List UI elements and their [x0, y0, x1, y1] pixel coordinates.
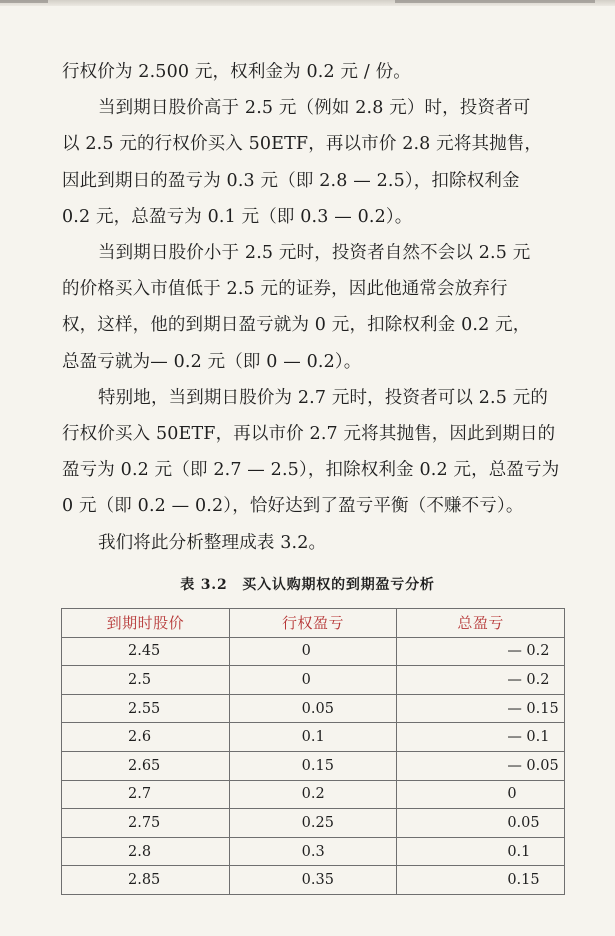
table-cell: 2.55: [62, 694, 230, 723]
paragraph-line: 行权价买入 50ETF，再以市价 2.7 元将其抛售，因此到期日的: [62, 424, 556, 445]
paragraph-1: [62, 54, 564, 90]
table-cell: 0: [229, 666, 397, 695]
table-cell: 0.3: [229, 837, 397, 866]
table-cell: — 0.2: [397, 666, 565, 695]
paragraph-line: 因此到期日的盈亏为 0.3 元（即 2.8 — 2.5），扣除权利金: [62, 170, 520, 191]
paragraph-line: 的价格买入市值低于 2.5 元的证券，因此他通常会放弃行: [62, 279, 508, 300]
table-cell: 0.15: [397, 866, 565, 895]
paragraph-line: 总盈亏就为— 0.2 元（即 0 — 0.2）。: [62, 351, 362, 372]
table-cell: 0.05: [229, 694, 397, 723]
table-cell: 0: [397, 780, 565, 809]
table-cell: 0.15: [229, 751, 397, 780]
table-row: [62, 666, 565, 695]
table-cell: 2.75: [62, 809, 230, 838]
table-cell: 0.1: [229, 723, 397, 752]
table-caption: 表 3.2 买入认购期权的到期盈亏分析: [180, 577, 435, 593]
paragraph-line: 0 元（即 0.2 — 0.2），恰好达到了盈亏平衡（不赚不亏）。: [62, 496, 524, 517]
column-header-exercise-pnl: 行权盈亏: [229, 609, 397, 638]
table-header-row: [62, 609, 565, 638]
paragraph-line: 特别地，当到期日股价为 2.7 元时，投资者可以 2.5 元的: [98, 387, 549, 408]
body-text: [62, 54, 564, 561]
paragraph-line: 权，这样，他的到期日盈亏就为 0 元，扣除权利金 0.2 元，: [62, 315, 531, 336]
table-row: [62, 809, 565, 838]
paragraph-line: 以 2.5 元的行权价买入 50ETF，再以市价 2.8 元将其抛售，: [62, 134, 543, 155]
column-header-expiry-price: 到期时股价: [62, 609, 230, 638]
paragraph-line: 0.2 元，总盈亏为 0.1 元（即 0.3 — 0.2）。: [62, 206, 413, 227]
table-cell: — 0.2: [397, 637, 565, 666]
table-row: [62, 837, 565, 866]
table-row: [62, 723, 565, 752]
table-cell: 2.45: [62, 637, 230, 666]
paragraph-line: 行权价为 2.500 元，权利金为 0.2 元 / 份。: [62, 62, 411, 82]
paragraph-line: 盈亏为 0.2 元（即 2.7 — 2.5），扣除权利金 0.2 元，总盈亏为: [62, 460, 560, 481]
table-cell: 0.1: [397, 837, 565, 866]
profit-loss-table: [61, 608, 565, 895]
table-cell: 2.8: [62, 837, 230, 866]
table-cell: 2.65: [62, 751, 230, 780]
table-row: [62, 637, 565, 666]
table-cell: 2.7: [62, 780, 230, 809]
table-cell: — 0.15: [397, 694, 565, 723]
table-cell: — 0.1: [397, 723, 565, 752]
paragraph-5: [62, 525, 564, 561]
paragraph-line: 当到期日股价高于 2.5 元（例如 2.8 元）时，投资者可: [98, 98, 531, 119]
paragraph-2: [62, 90, 564, 235]
table-row: [62, 751, 565, 780]
table-cell: 0: [229, 637, 397, 666]
table-cell: 2.85: [62, 866, 230, 895]
table-cell: 0.05: [397, 809, 565, 838]
table-cell: 0.35: [229, 866, 397, 895]
top-header-mark-left: [0, 0, 48, 3]
table-cell: 2.5: [62, 666, 230, 695]
table-row: [62, 866, 565, 895]
table-cell: 0.2: [229, 780, 397, 809]
table-cell: 2.6: [62, 723, 230, 752]
paragraph-line: 我们将此分析整理成表 3.2。: [98, 532, 327, 553]
paragraph-3: [62, 235, 564, 380]
table-row: [62, 694, 565, 723]
paragraph-line: 当到期日股价小于 2.5 元时，投资者自然不会以 2.5 元: [98, 243, 531, 264]
table-cell: — 0.05: [397, 751, 565, 780]
table-cell: 0.25: [229, 809, 397, 838]
column-header-total-pnl: 总盈亏: [397, 609, 565, 638]
table-row: [62, 780, 565, 809]
top-header-mark-right: [395, 0, 595, 3]
paragraph-4: [62, 380, 564, 525]
